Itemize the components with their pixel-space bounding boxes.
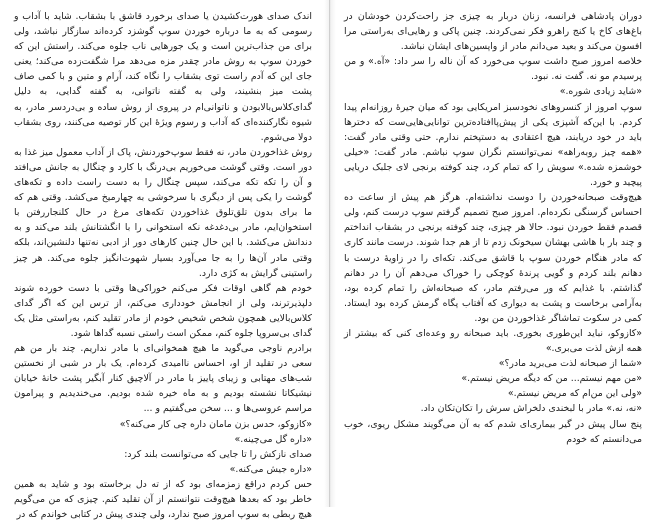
page-fold-line xyxy=(329,0,330,507)
right-dialogue-5: «ولی این من‌ام که مریض نیستم.» xyxy=(507,388,642,400)
right-dialogue-4: «من مهم نیستم... من که دیگه مریض نیستم.» xyxy=(461,373,642,385)
left-paragraph-2: روش غذاخوردن مادر، نه فقط سوپ‌خوردنش، پاک از آداب معمول میز غذا به دور است. وقتی گوشت می‌خوریم بی‌درنگ با کارد و چنگال به جانش می‌افتد و آن را تکه تکه می‌کند، سپس چنگال را به دست راست داده و تکه‌های گوشت را یکی پس از دیگری با سرخوشی به چهارمیخ می‌کشد. وقتی هم که ما برای بدون تلق‌تلوق غذاخوردن تکه‌های مرغ در حال کلنجاررفتن با استخوان‌ایم، مادر بی‌دغدغه نکه استخوانی را با انگشتانش بلند می‌کند و به دندانش می‌کشد. با این حال چنین کارهای دور از ادبی نه‌تنها دلنشین‌اند، بلکه وقتی مادر آن‌ها را به جا می‌آورد بسیار شهوت‌انگیز جلوه می‌کند. هر چیز راستینی گرایش به کژی دارد. xyxy=(14,146,312,279)
left-dialogue-1-prompt: «کازوکو، حدس بزن مامان داره چی کار می‌کنه؟» xyxy=(119,418,312,430)
left-paragraph-4: برادرم ناوجی می‌گوید ما هیچ همخوانی‌ای با مادر نداریم. چند بار من هم سعی در تقلید از او، احساس ناامیدی کرده‌ام. یک بار در شبی از نخستین شب‌های مهتابی و زیبای پاییز با مادر در آلاچیق کنار آبگیر پشت خانهٔ خیابان نیشیکاتا نشسته بودیم و به ماه خیره شده بودیم. می‌خندیدیم و پیرامون مراسم عروسی‌ها و ... سخن می‌گفتیم و ... xyxy=(14,343,312,415)
right-dialogue-1: «شاید زیادی شوره.» xyxy=(559,86,642,98)
right-paragraph-1: دوران پادشاهی فرانسه، زنان دربار به چیزی جز راحت‌کردن خودشان در باغ‌های کاخ یا کنج راهرو فکر نمی‌کردند. چنین پاکی و رهایی‌ای به‌راستی مرا افسون می‌کند و بعید می‌دانم مادر از واپسین‌های ایشان نباشد. xyxy=(344,11,642,53)
right-paragraph-2: خلاصه امروز صبح داشت سوپ می‌خورد که آن ناله را سر داد: «آه.» و من پرسیدم مو نه. گفت نه. نبود. xyxy=(344,56,642,83)
left-page xyxy=(0,0,324,521)
right-dialogue-2: «کازوکو، نباید این‌طوری بخوری. باید صبحانه رو وعده‌ای کنی که بیشتر از همه ازش لذت می‌بری.» xyxy=(344,327,642,355)
left-paragraph-1: اندک صدای هورت‌کشیدن یا صدای برخورد قاشق با بشقاب. شاید با آداب و رسومی که به ما درباره خوردن سوپ گوشزد کرده‌اند سازگار نباشد، ولی برای من جذاب‌ترین است و یک جورهایی ناب جلوه می‌کند. راستش این که خوردن سوپ به روش مادر چقدر مزه می‌دهد مرا شگفت‌زده می‌کند؛ یعنی جای این که آدم راست توی بشقاب را نگاه کند، آرام و متین و با کمی صاف پشت میز بنشیند، ولی به گفته ناتوانی، به گفته گدایی، به دلیل گدای‌کلاس‌بالابودن و ناتوانی‌ام در پیروی از روش ساده و بی‌دردسر مادر، به شیوه نگارکننده‌ای که آداب و رسوم ویژهٔ این کار توصیه می‌کنند، روی بشقاب دولا می‌شوم. xyxy=(14,11,312,143)
left-paragraph-3: خودم هم گاهی اوقات فکر می‌کنم خوراکی‌ها وقتی با دست خورده شوند دلپذیرترند، ولی از انجامش خودداری می‌کنم، از ترس این که اگر گدای کلاس‌بالایی همچون شخص شخیص خودم از مادر تقلید کنم، به‌راستی مثل یک گدای بی‌سروپا جلوه کنم، ممکن است راستی نسبه گدا‌ها شود. xyxy=(14,282,312,339)
right-paragraph-4: هیچ‌وقت صبحانه‌خوردن را دوست نداشته‌ام. هرگز هم پیش از ساعت ده احساس گرسنگی نکرده‌ام. امروز صبح تصمیم گرفتم سوپ درست کنم، ولی قصدم فقط خوردن نبود. حالا هر چیزی، چند کوفته برنجی در بشقاب انداختم و چند بار با هاشی بهشان سیخونک زدم تا از هم جدا شوند. درست مانند کاری که مادر هنگام خوردن سوپ با قاشق می‌کند. تکه‌ای را در زاویهٔ درست با دهانم بلند کردم و گویی پرندهٔ کوچکی را خوراک می‌دهم آن را در دهانم گذاشتم. با غذایم که ور می‌رفتم مادر، که صبحانه‌اش را تمام کرده بود، به‌آرامی برخاست و پشت به دیواری که آفتاب پگاه گرمش کرده بود ایستاد. کمی در سکوت تماشاگر غذاخوردن من بود. xyxy=(344,192,642,324)
left-closing-paragraph: حس کردم دراقع زمزمه‌ای بود که از ته دل برخاسته بود و شاید به همین خاطر بود که بعدها هیچ‌وقت نتوانستم از آن تقلید کنم. چیزی که من می‌گویم هیچ ربطی به سوپ امروز صبح ندارد، ولی چندی پیش در کتابی خواندم که در xyxy=(14,478,312,521)
right-page xyxy=(336,0,656,507)
right-paragraph-5: پنج سال پیش در گیر بیماری‌ای شدم که به آن می‌گویند مشکل ریوی، خوب می‌دانستم که خودم xyxy=(344,418,642,445)
left-dialogue-2: «داره جیش می‌کنه.» xyxy=(229,463,312,475)
right-paragraph-3: سوپ امروز از کنسروهای نخودسبز امریکایی بود که میان جیرهٔ روزانه‌ام پیدا کردم. با این‌که آشپزی یکی از پیش‌پاافتاده‌ترین توانایی‌هایی‌ست که دخترها باید در خود دریابند، هیچ اعتقادی به دستپختم ندارم. حتی وقتی مادر گفت: «همه چیز روبه‌راهه» نمی‌توانستم نگران سوپ نباشم. مادر گفت: «خیلی خوشمزه شده.» سوپش را که تمام کرد، چند کوفته برنجی لای جلبک دریایی پیچید و خورد. xyxy=(344,101,642,189)
book-gutter xyxy=(324,0,336,507)
right-dialogue-6: «نه، نه.» مادر با لبخندی دلخراش سرش را تکان‌تکان داد. xyxy=(420,403,642,415)
left-dialogue-1: «داره گل می‌چینه.» xyxy=(234,433,312,445)
left-dialogue-2-intro: صدای نازکش را تا جایی که می‌توانست بلند کرد: xyxy=(124,448,312,460)
right-dialogue-3: «شما از صبحانه لذت می‌برید مادر؟» xyxy=(498,358,642,370)
